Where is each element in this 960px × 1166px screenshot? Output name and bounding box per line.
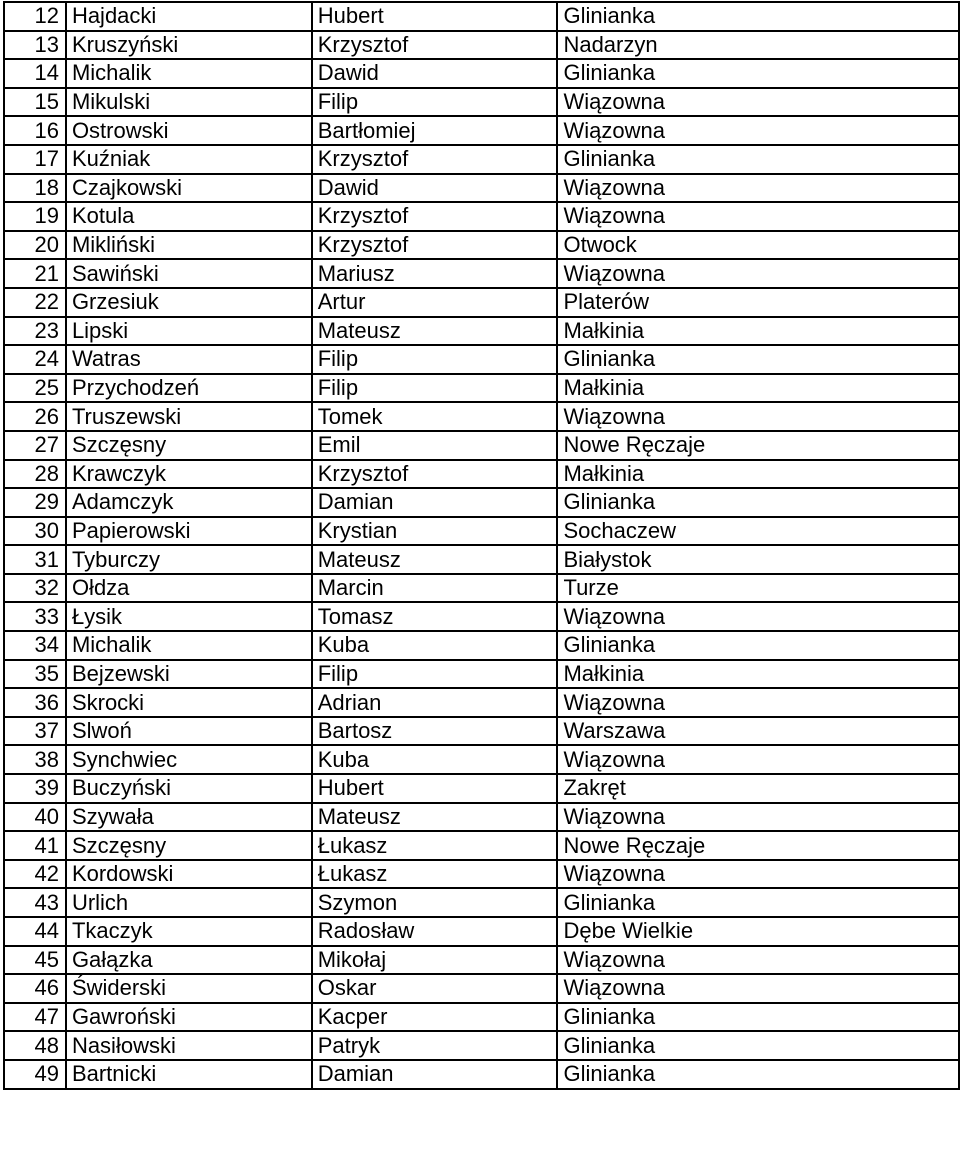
row-number: 18	[4, 174, 66, 203]
first-name-cell: Łukasz	[312, 831, 558, 860]
first-name-cell: Emil	[312, 431, 558, 460]
first-name-cell: Marcin	[312, 574, 558, 603]
table-row	[4, 374, 959, 403]
city-cell: Wiązowna	[557, 402, 959, 431]
last-name-cell: Urlich	[66, 888, 312, 917]
table-row	[4, 717, 959, 746]
city-cell: Glinianka	[557, 2, 959, 31]
table-row	[4, 831, 959, 860]
row-number: 37	[4, 717, 66, 746]
city-cell: Glinianka	[557, 145, 959, 174]
last-name-cell: Przychodzeń	[66, 374, 312, 403]
row-number: 35	[4, 660, 66, 689]
city-cell: Zakręt	[557, 774, 959, 803]
row-number: 12	[4, 2, 66, 31]
last-name-cell: Mikliński	[66, 231, 312, 260]
last-name-cell: Ostrowski	[66, 116, 312, 145]
participants-table-body	[4, 2, 959, 1089]
last-name-cell: Hajdacki	[66, 2, 312, 31]
city-cell: Małkinia	[557, 460, 959, 489]
row-number: 42	[4, 860, 66, 889]
last-name-cell: Kotula	[66, 202, 312, 231]
row-number: 33	[4, 602, 66, 631]
first-name-cell: Filip	[312, 345, 558, 374]
last-name-cell: Michalik	[66, 59, 312, 88]
first-name-cell: Szymon	[312, 888, 558, 917]
table-row	[4, 574, 959, 603]
table-row	[4, 803, 959, 832]
first-name-cell: Mateusz	[312, 803, 558, 832]
row-number: 29	[4, 488, 66, 517]
first-name-cell: Filip	[312, 374, 558, 403]
table-row	[4, 259, 959, 288]
last-name-cell: Truszewski	[66, 402, 312, 431]
table-row	[4, 2, 959, 31]
first-name-cell: Filip	[312, 660, 558, 689]
city-cell: Glinianka	[557, 888, 959, 917]
city-cell: Wiązowna	[557, 88, 959, 117]
city-cell: Glinianka	[557, 1060, 959, 1089]
row-number: 36	[4, 688, 66, 717]
last-name-cell: Szczęsny	[66, 431, 312, 460]
city-cell: Glinianka	[557, 488, 959, 517]
first-name-cell: Tomek	[312, 402, 558, 431]
row-number: 17	[4, 145, 66, 174]
row-number: 39	[4, 774, 66, 803]
row-number: 13	[4, 31, 66, 60]
city-cell: Nowe Ręczaje	[557, 831, 959, 860]
row-number: 19	[4, 202, 66, 231]
city-cell: Glinianka	[557, 631, 959, 660]
table-row	[4, 231, 959, 260]
table-row	[4, 946, 959, 975]
city-cell: Wiązowna	[557, 174, 959, 203]
city-cell: Otwock	[557, 231, 959, 260]
city-cell: Glinianka	[557, 1003, 959, 1032]
first-name-cell: Hubert	[312, 2, 558, 31]
first-name-cell: Kuba	[312, 745, 558, 774]
first-name-cell: Damian	[312, 488, 558, 517]
table-row	[4, 431, 959, 460]
last-name-cell: Ołdza	[66, 574, 312, 603]
row-number: 31	[4, 545, 66, 574]
table-row	[4, 317, 959, 346]
last-name-cell: Bartnicki	[66, 1060, 312, 1089]
first-name-cell: Łukasz	[312, 860, 558, 889]
row-number: 15	[4, 88, 66, 117]
last-name-cell: Tyburczy	[66, 545, 312, 574]
first-name-cell: Krzysztof	[312, 231, 558, 260]
table-row	[4, 460, 959, 489]
first-name-cell: Mateusz	[312, 317, 558, 346]
last-name-cell: Bejzewski	[66, 660, 312, 689]
row-number: 48	[4, 1031, 66, 1060]
table-row	[4, 59, 959, 88]
city-cell: Wiązowna	[557, 259, 959, 288]
row-number: 45	[4, 946, 66, 975]
row-number: 22	[4, 288, 66, 317]
city-cell: Małkinia	[557, 660, 959, 689]
table-row	[4, 1031, 959, 1060]
first-name-cell: Bartłomiej	[312, 116, 558, 145]
row-number: 27	[4, 431, 66, 460]
last-name-cell: Czajkowski	[66, 174, 312, 203]
last-name-cell: Kordowski	[66, 860, 312, 889]
first-name-cell: Radosław	[312, 917, 558, 946]
table-row	[4, 488, 959, 517]
city-cell: Nadarzyn	[557, 31, 959, 60]
first-name-cell: Tomasz	[312, 602, 558, 631]
row-number: 32	[4, 574, 66, 603]
city-cell: Platerów	[557, 288, 959, 317]
row-number: 28	[4, 460, 66, 489]
row-number: 26	[4, 402, 66, 431]
row-number: 40	[4, 803, 66, 832]
first-name-cell: Patryk	[312, 1031, 558, 1060]
table-row	[4, 288, 959, 317]
table-row	[4, 174, 959, 203]
last-name-cell: Michalik	[66, 631, 312, 660]
last-name-cell: Szywała	[66, 803, 312, 832]
city-cell: Wiązowna	[557, 116, 959, 145]
first-name-cell: Krzysztof	[312, 460, 558, 489]
row-number: 43	[4, 888, 66, 917]
table-row	[4, 860, 959, 889]
city-cell: Dębe Wielkie	[557, 917, 959, 946]
first-name-cell: Dawid	[312, 174, 558, 203]
city-cell: Nowe Ręczaje	[557, 431, 959, 460]
row-number: 49	[4, 1060, 66, 1089]
row-number: 47	[4, 1003, 66, 1032]
last-name-cell: Gałązka	[66, 946, 312, 975]
first-name-cell: Dawid	[312, 59, 558, 88]
table-row	[4, 1060, 959, 1089]
first-name-cell: Mariusz	[312, 259, 558, 288]
table-row	[4, 31, 959, 60]
first-name-cell: Bartosz	[312, 717, 558, 746]
first-name-cell: Krzysztof	[312, 31, 558, 60]
row-number: 34	[4, 631, 66, 660]
city-cell: Glinianka	[557, 59, 959, 88]
last-name-cell: Mikulski	[66, 88, 312, 117]
last-name-cell: Sawiński	[66, 259, 312, 288]
table-row	[4, 745, 959, 774]
table-row	[4, 602, 959, 631]
row-number: 30	[4, 517, 66, 546]
row-number: 20	[4, 231, 66, 260]
city-cell: Wiązowna	[557, 803, 959, 832]
last-name-cell: Szczęsny	[66, 831, 312, 860]
table-row	[4, 545, 959, 574]
last-name-cell: Slwoń	[66, 717, 312, 746]
last-name-cell: Adamczyk	[66, 488, 312, 517]
city-cell: Wiązowna	[557, 946, 959, 975]
last-name-cell: Gawroński	[66, 1003, 312, 1032]
city-cell: Wiązowna	[557, 745, 959, 774]
table-row	[4, 88, 959, 117]
first-name-cell: Mateusz	[312, 545, 558, 574]
table-row	[4, 688, 959, 717]
first-name-cell: Oskar	[312, 974, 558, 1003]
table-row	[4, 145, 959, 174]
last-name-cell: Tkaczyk	[66, 917, 312, 946]
table-row	[4, 631, 959, 660]
participants-table	[3, 1, 960, 1090]
first-name-cell: Adrian	[312, 688, 558, 717]
row-number: 46	[4, 974, 66, 1003]
row-number: 16	[4, 116, 66, 145]
first-name-cell: Krystian	[312, 517, 558, 546]
table-row	[4, 116, 959, 145]
last-name-cell: Kuźniak	[66, 145, 312, 174]
table-row	[4, 888, 959, 917]
first-name-cell: Filip	[312, 88, 558, 117]
last-name-cell: Watras	[66, 345, 312, 374]
city-cell: Wiązowna	[557, 602, 959, 631]
city-cell: Wiązowna	[557, 688, 959, 717]
last-name-cell: Krawczyk	[66, 460, 312, 489]
city-cell: Małkinia	[557, 317, 959, 346]
first-name-cell: Kuba	[312, 631, 558, 660]
city-cell: Wiązowna	[557, 974, 959, 1003]
table-row	[4, 974, 959, 1003]
last-name-cell: Synchwiec	[66, 745, 312, 774]
table-row	[4, 202, 959, 231]
last-name-cell: Kruszyński	[66, 31, 312, 60]
table-row	[4, 1003, 959, 1032]
first-name-cell: Artur	[312, 288, 558, 317]
last-name-cell: Skrocki	[66, 688, 312, 717]
city-cell: Małkinia	[557, 374, 959, 403]
last-name-cell: Buczyński	[66, 774, 312, 803]
first-name-cell: Damian	[312, 1060, 558, 1089]
table-row	[4, 774, 959, 803]
city-cell: Sochaczew	[557, 517, 959, 546]
last-name-cell: Świderski	[66, 974, 312, 1003]
city-cell: Wiązowna	[557, 202, 959, 231]
first-name-cell: Mikołaj	[312, 946, 558, 975]
row-number: 41	[4, 831, 66, 860]
table-row	[4, 402, 959, 431]
row-number: 24	[4, 345, 66, 374]
last-name-cell: Papierowski	[66, 517, 312, 546]
last-name-cell: Nasiłowski	[66, 1031, 312, 1060]
table-row	[4, 660, 959, 689]
table-row	[4, 345, 959, 374]
row-number: 25	[4, 374, 66, 403]
row-number: 21	[4, 259, 66, 288]
first-name-cell: Kacper	[312, 1003, 558, 1032]
city-cell: Wiązowna	[557, 860, 959, 889]
row-number: 44	[4, 917, 66, 946]
table-row	[4, 517, 959, 546]
city-cell: Glinianka	[557, 1031, 959, 1060]
first-name-cell: Hubert	[312, 774, 558, 803]
last-name-cell: Łysik	[66, 602, 312, 631]
row-number: 23	[4, 317, 66, 346]
last-name-cell: Grzesiuk	[66, 288, 312, 317]
row-number: 14	[4, 59, 66, 88]
last-name-cell: Lipski	[66, 317, 312, 346]
row-number: 38	[4, 745, 66, 774]
first-name-cell: Krzysztof	[312, 145, 558, 174]
table-row	[4, 917, 959, 946]
city-cell: Turze	[557, 574, 959, 603]
city-cell: Glinianka	[557, 345, 959, 374]
first-name-cell: Krzysztof	[312, 202, 558, 231]
city-cell: Warszawa	[557, 717, 959, 746]
city-cell: Białystok	[557, 545, 959, 574]
